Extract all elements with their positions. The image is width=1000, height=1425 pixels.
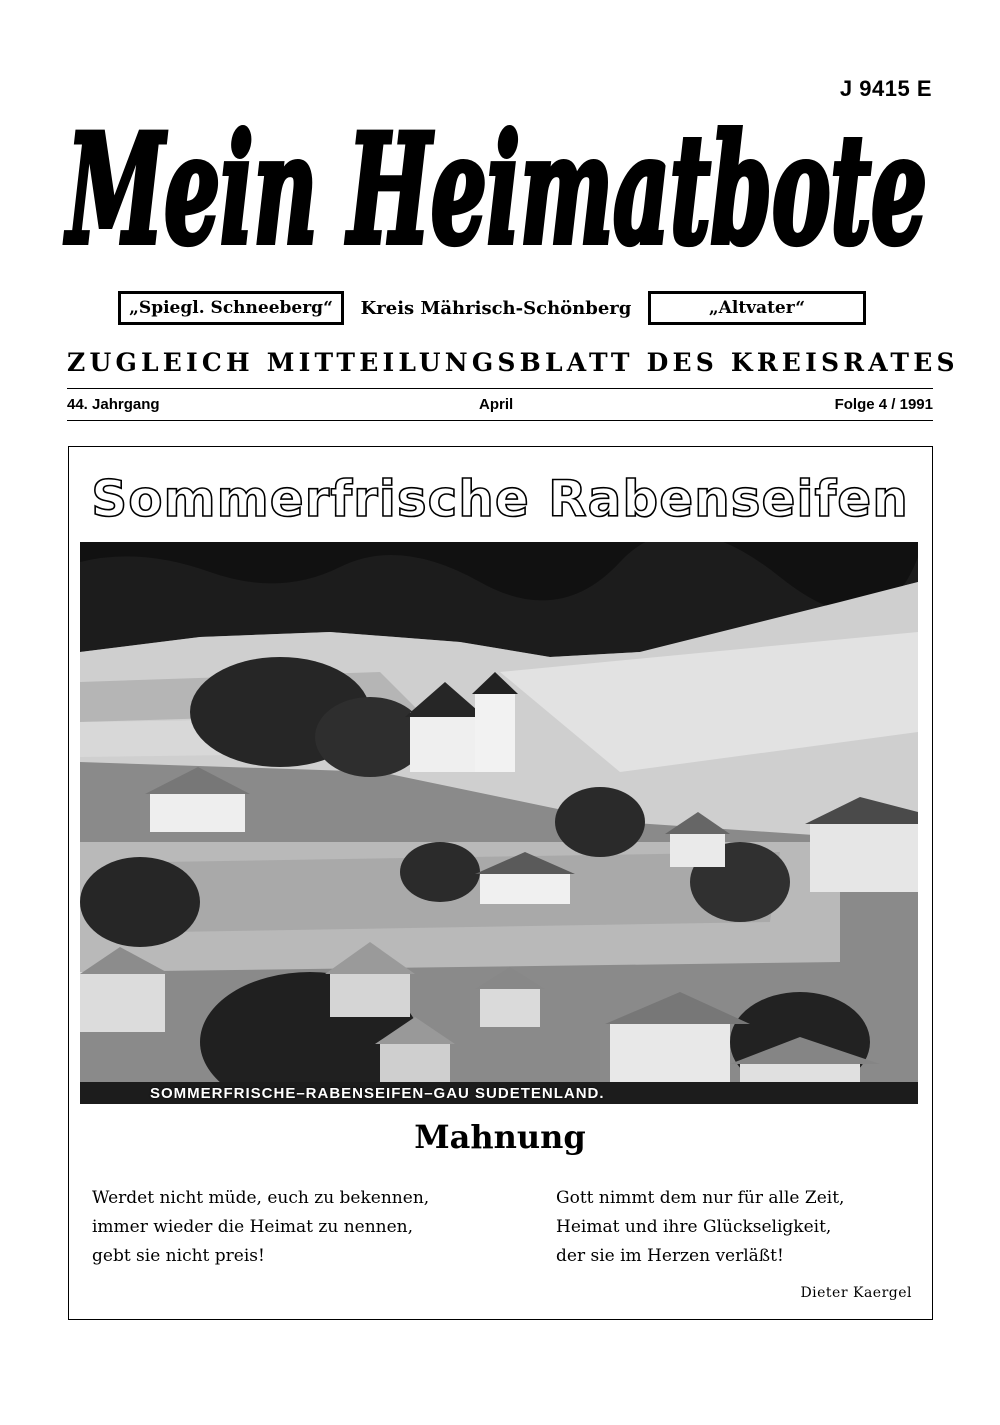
poem-left-column	[92, 1184, 532, 1271]
subtitle-right-box: „Altvater“	[648, 291, 866, 325]
poem-line: Heimat und ihre Glückseligkeit,	[556, 1217, 832, 1237]
issue-number: Folge 4 / 1991	[834, 396, 933, 413]
poem-line: gebt sie nicht preis!	[92, 1246, 265, 1266]
subtitle-bar	[118, 291, 866, 327]
poem-line: Gott nimmt dem nur für alle Zeit,	[556, 1188, 845, 1208]
poem-line: immer wieder die Heimat zu nennen,	[92, 1217, 414, 1237]
poem-line: der sie im Herzen verläßt!	[556, 1246, 784, 1266]
poem-right-column	[556, 1184, 916, 1271]
divider-bottom	[67, 420, 933, 421]
poem-title: Mahnung	[414, 1118, 586, 1156]
photo-caption: SOMMERFRISCHE–RABENSEIFEN–GAU SUDETENLAND.	[150, 1085, 605, 1102]
poem-author: Dieter Kaergel	[800, 1285, 912, 1301]
poem-line: Werdet nicht müde, euch zu bekennen,	[92, 1188, 430, 1208]
publication-code: J 9415 E	[839, 76, 932, 101]
village-photo	[80, 542, 918, 1104]
masthead-text: Mein Heimatbote	[64, 102, 927, 278]
subtitle-left-box: „Spiegl. Schneeberg“	[118, 291, 344, 325]
issue-line	[67, 396, 933, 416]
issue-volume: 44. Jahrgang	[67, 396, 160, 413]
feature-headline: Sommerfrische Rabenseifen	[91, 470, 909, 528]
divider-top	[67, 388, 933, 389]
district-name: Kreis Mährisch-Schönberg	[360, 297, 632, 319]
issue-month: April	[479, 396, 514, 413]
tagline: ZUGLEICH MITTEILUNGSBLATT DES KREISRATES	[67, 348, 959, 377]
masthead-title	[62, 92, 932, 282]
